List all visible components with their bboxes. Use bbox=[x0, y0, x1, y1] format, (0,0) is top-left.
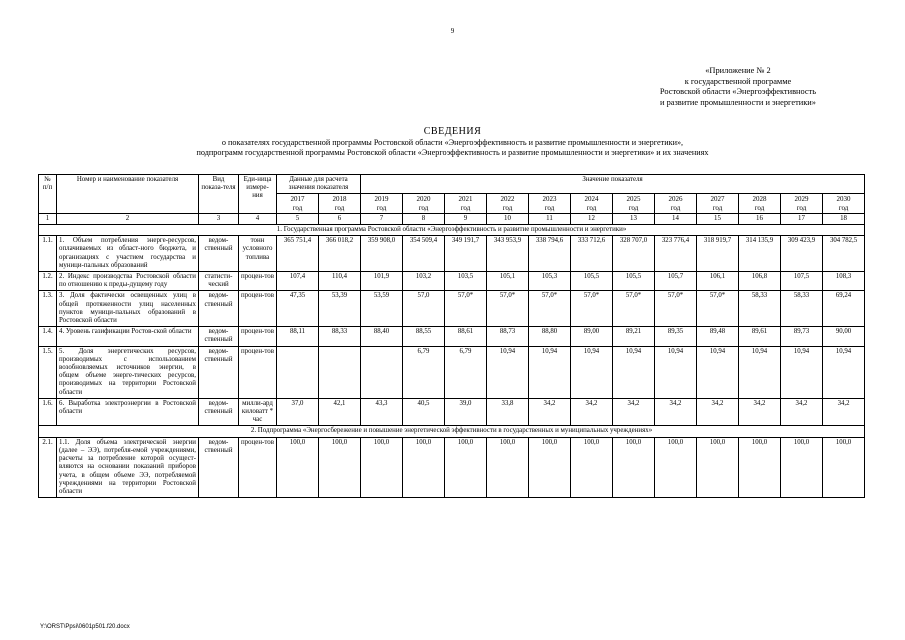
column-number: 12 bbox=[571, 213, 613, 224]
row-number: 1.3. bbox=[39, 291, 57, 327]
table-row bbox=[39, 272, 865, 291]
indicator-value: 34,2 bbox=[571, 398, 613, 426]
indicator-value: 39,0 bbox=[445, 398, 487, 426]
row-number: 1.1. bbox=[39, 236, 57, 272]
table-row bbox=[39, 291, 865, 327]
header-row bbox=[39, 175, 865, 194]
indicator-value: 100,0 bbox=[529, 437, 571, 497]
appendix-line: к государственной программе bbox=[684, 76, 792, 86]
year-value: 2017 bbox=[290, 195, 305, 204]
indicator-value: 100,0 bbox=[781, 437, 823, 497]
indicator-value: 328 707,0 bbox=[613, 236, 655, 272]
indicator-value: 354 509,4 bbox=[403, 236, 445, 272]
section-title: 2. Подпрограмма «Энергосбережение и повышение энергетической эффективности в государственных и муниципальных учреждениях» bbox=[39, 426, 865, 437]
indicator-value: 43,3 bbox=[361, 398, 403, 426]
indicator-value: 107,5 bbox=[781, 272, 823, 291]
indicator-value: 103,5 bbox=[445, 272, 487, 291]
indicator-value: 90,00 bbox=[823, 327, 865, 346]
indicator-type: ведом-ственный bbox=[199, 291, 239, 327]
indicator-value: 37,0 bbox=[277, 398, 319, 426]
year-value: 2027 bbox=[710, 195, 725, 204]
year-header bbox=[529, 194, 571, 213]
indicator-name: 1. Объем потребления энерге-ресурсов, оплачиваемых из област-ного бюджета, и организациях с участием государства и муници-пальных образований bbox=[57, 236, 199, 272]
indicator-value: 57,0* bbox=[613, 291, 655, 327]
indicator-value: 10,94 bbox=[613, 346, 655, 398]
indicator-value: 53,39 bbox=[319, 291, 361, 327]
year-header bbox=[739, 194, 781, 213]
indicator-value: 57,0* bbox=[655, 291, 697, 327]
column-number: 3 bbox=[199, 213, 239, 224]
indicator-value: 314 135,9 bbox=[739, 236, 781, 272]
table-row bbox=[39, 327, 865, 346]
appendix-line: «Приложение № 2 bbox=[705, 66, 771, 75]
year-suffix: год bbox=[712, 203, 723, 212]
year-header bbox=[445, 194, 487, 213]
column-number: 5 bbox=[277, 213, 319, 224]
heading-line: о показателях государственной программы Ростовской области «Энергоэффективность и развитие промышленности и энергетики», bbox=[221, 138, 684, 147]
appendix-note bbox=[623, 66, 853, 108]
row-number: 1.4. bbox=[39, 327, 57, 346]
year-suffix: год bbox=[628, 203, 639, 212]
header-name: Номер и наименование показателя bbox=[57, 175, 199, 214]
year-header bbox=[277, 194, 319, 213]
indicator-value: 88,11 bbox=[277, 327, 319, 346]
year-header bbox=[319, 194, 361, 213]
header-type: Вид показа-теля bbox=[199, 175, 239, 214]
row-number: 2.1. bbox=[39, 437, 57, 497]
year-suffix: год bbox=[334, 203, 345, 212]
year-value: 2026 bbox=[668, 195, 683, 204]
section-title: 1. Государственная программа Ростовской области «Энергоэффективность и развитие промышленности и энергетики» bbox=[39, 225, 865, 236]
year-value: 2021 bbox=[458, 195, 473, 204]
indicator-value: 309 423,9 bbox=[781, 236, 823, 272]
indicator-value: 100,0 bbox=[613, 437, 655, 497]
section-row bbox=[39, 426, 865, 437]
indicator-value: 323 776,4 bbox=[655, 236, 697, 272]
indicator-name: 6. Выработка электроэнергии в Ростовской области bbox=[57, 398, 199, 426]
indicator-value: 34,2 bbox=[655, 398, 697, 426]
indicator-value: 40,5 bbox=[403, 398, 445, 426]
indicators-table bbox=[38, 174, 865, 498]
column-number: 1 bbox=[39, 213, 57, 224]
year-value: 2019 bbox=[374, 195, 389, 204]
column-number: 10 bbox=[487, 213, 529, 224]
indicator-value: 100,0 bbox=[823, 437, 865, 497]
year-value: 2028 bbox=[752, 195, 767, 204]
column-number: 15 bbox=[697, 213, 739, 224]
header-calc-data: Данные для расчета значения показателя bbox=[277, 175, 361, 194]
year-header bbox=[823, 194, 865, 213]
page-number: 9 bbox=[450, 27, 455, 35]
indicator-value: 100,0 bbox=[445, 437, 487, 497]
indicator-value: 338 794,6 bbox=[529, 236, 571, 272]
indicator-value: 10,94 bbox=[739, 346, 781, 398]
indicator-unit: тонн условного топлива bbox=[239, 236, 277, 272]
indicator-type: статисти-ческий bbox=[199, 272, 239, 291]
header-no: № п/п bbox=[39, 175, 57, 214]
year-value: 2030 bbox=[836, 195, 851, 204]
indicator-value: 100,0 bbox=[361, 437, 403, 497]
indicator-value: 88,33 bbox=[319, 327, 361, 346]
indicator-type: ведом-ственный bbox=[199, 437, 239, 497]
indicator-value: 105,5 bbox=[571, 272, 613, 291]
indicator-value: 106,8 bbox=[739, 272, 781, 291]
indicator-value: 57,0* bbox=[487, 291, 529, 327]
indicator-value: 10,94 bbox=[487, 346, 529, 398]
indicator-value: 105,3 bbox=[529, 272, 571, 291]
row-number: 1.6. bbox=[39, 398, 57, 426]
year-suffix: год bbox=[838, 203, 849, 212]
indicator-value: 100,0 bbox=[655, 437, 697, 497]
indicator-value: 318 919,7 bbox=[697, 236, 739, 272]
year-value: 2018 bbox=[332, 195, 347, 204]
year-header bbox=[403, 194, 445, 213]
indicator-value: 33,8 bbox=[487, 398, 529, 426]
indicator-value: 88,73 bbox=[487, 327, 529, 346]
appendix-line: и развитие промышленности и энергетики» bbox=[660, 97, 816, 107]
column-number: 18 bbox=[823, 213, 865, 224]
indicator-value: 88,80 bbox=[529, 327, 571, 346]
indicator-value: 88,40 bbox=[361, 327, 403, 346]
year-suffix: год bbox=[460, 203, 471, 212]
column-number: 17 bbox=[781, 213, 823, 224]
indicator-value bbox=[361, 346, 403, 398]
indicator-value: 101,9 bbox=[361, 272, 403, 291]
year-value: 2023 bbox=[542, 195, 557, 204]
column-number: 4 bbox=[239, 213, 277, 224]
column-number: 9 bbox=[445, 213, 487, 224]
indicator-value: 57,0 bbox=[403, 291, 445, 327]
indicator-value: 34,2 bbox=[823, 398, 865, 426]
indicator-value: 105,5 bbox=[613, 272, 655, 291]
indicator-value: 105,1 bbox=[487, 272, 529, 291]
indicator-value: 89,00 bbox=[571, 327, 613, 346]
indicator-value: 10,94 bbox=[529, 346, 571, 398]
indicator-value: 106,1 bbox=[697, 272, 739, 291]
indicator-value: 53,59 bbox=[361, 291, 403, 327]
column-number: 6 bbox=[319, 213, 361, 224]
indicator-value: 343 953,9 bbox=[487, 236, 529, 272]
indicator-value: 34,2 bbox=[697, 398, 739, 426]
document-heading bbox=[0, 126, 905, 158]
indicator-name: 1.1. Доля объема электрической энергии (далее – ЭЭ), потребля-емой учреждениями, расчеты за потребление которой осущест-вляются на основании показаний приборов учета, в общем объеме ЭЭ, потребляемой учреждениями на территории Ростовской области bbox=[57, 437, 199, 497]
indicator-value: 57,0* bbox=[697, 291, 739, 327]
indicator-value: 34,2 bbox=[529, 398, 571, 426]
year-value: 2025 bbox=[626, 195, 641, 204]
year-value: 2022 bbox=[500, 195, 515, 204]
indicator-name: 4. Уровень газификации Ростов-ской области bbox=[57, 327, 199, 346]
indicator-value: 47,35 bbox=[277, 291, 319, 327]
indicator-value: 100,0 bbox=[319, 437, 361, 497]
header-unit: Еди-ница измере-ния bbox=[239, 175, 277, 214]
indicator-type: ведом-ственный bbox=[199, 327, 239, 346]
indicator-name: 3. Доля фактически освещенных улиц в общей протяженности улиц населенных пунктов муници-пальных образований в Ростовской области bbox=[57, 291, 199, 327]
indicator-value: 57,0* bbox=[445, 291, 487, 327]
indicator-value: 100,0 bbox=[697, 437, 739, 497]
indicator-value: 10,94 bbox=[823, 346, 865, 398]
indicator-unit: процен-тов bbox=[239, 272, 277, 291]
column-number: 11 bbox=[529, 213, 571, 224]
indicator-value: 107,4 bbox=[277, 272, 319, 291]
year-suffix: год bbox=[292, 203, 303, 212]
indicator-unit: процен-тов bbox=[239, 327, 277, 346]
indicator-value: 110,4 bbox=[319, 272, 361, 291]
indicator-value: 100,0 bbox=[739, 437, 781, 497]
indicator-value: 89,73 bbox=[781, 327, 823, 346]
year-header bbox=[655, 194, 697, 213]
year-header bbox=[697, 194, 739, 213]
year-header bbox=[781, 194, 823, 213]
row-number: 1.5. bbox=[39, 346, 57, 398]
indicator-value: 10,94 bbox=[655, 346, 697, 398]
indicator-value: 58,33 bbox=[739, 291, 781, 327]
table-row bbox=[39, 437, 865, 497]
year-suffix: год bbox=[376, 203, 387, 212]
indicator-value: 108,3 bbox=[823, 272, 865, 291]
indicator-value: 359 908,0 bbox=[361, 236, 403, 272]
indicator-value: 89,61 bbox=[739, 327, 781, 346]
column-number: 13 bbox=[613, 213, 655, 224]
indicator-value: 333 712,6 bbox=[571, 236, 613, 272]
year-header bbox=[613, 194, 655, 213]
indicator-value: 10,94 bbox=[697, 346, 739, 398]
column-number: 16 bbox=[739, 213, 781, 224]
indicator-value: 100,0 bbox=[403, 437, 445, 497]
indicator-value: 304 782,5 bbox=[823, 236, 865, 272]
indicator-value: 57,0* bbox=[529, 291, 571, 327]
indicator-value: 105,7 bbox=[655, 272, 697, 291]
year-suffix: год bbox=[586, 203, 597, 212]
indicator-value: 89,21 bbox=[613, 327, 655, 346]
year-suffix: год bbox=[418, 203, 429, 212]
indicator-value: 69,24 bbox=[823, 291, 865, 327]
indicator-value: 88,61 bbox=[445, 327, 487, 346]
column-number: 2 bbox=[57, 213, 199, 224]
indicator-unit: милли-ард киловатт * час bbox=[239, 398, 277, 426]
indicator-unit: процен-тов bbox=[239, 437, 277, 497]
indicator-value bbox=[319, 346, 361, 398]
indicator-value: 10,94 bbox=[781, 346, 823, 398]
table-row bbox=[39, 236, 865, 272]
year-suffix: год bbox=[670, 203, 681, 212]
column-number: 8 bbox=[403, 213, 445, 224]
year-header bbox=[571, 194, 613, 213]
indicator-value: 100,0 bbox=[487, 437, 529, 497]
column-number: 14 bbox=[655, 213, 697, 224]
indicator-value: 103,2 bbox=[403, 272, 445, 291]
indicator-value: 100,0 bbox=[277, 437, 319, 497]
indicator-type: ведом-ственный bbox=[199, 236, 239, 272]
year-value: 2024 bbox=[584, 195, 599, 204]
indicator-type: ведом-ственный bbox=[199, 398, 239, 426]
indicator-value: 58,33 bbox=[781, 291, 823, 327]
indicator-value: 34,2 bbox=[739, 398, 781, 426]
indicator-unit: процен-тов bbox=[239, 291, 277, 327]
year-value: 2020 bbox=[416, 195, 431, 204]
indicator-value: 57,0* bbox=[571, 291, 613, 327]
indicator-value: 42,1 bbox=[319, 398, 361, 426]
row-number: 1.2. bbox=[39, 272, 57, 291]
table-body bbox=[39, 175, 865, 498]
table-row bbox=[39, 398, 865, 426]
table-row bbox=[39, 346, 865, 398]
file-path-footer: Y:\ORST\Ppsi\0601p501.f20.docx bbox=[40, 624, 130, 630]
indicator-value: 6,79 bbox=[445, 346, 487, 398]
year-suffix: год bbox=[502, 203, 513, 212]
indicator-unit: процен-тов bbox=[239, 346, 277, 398]
column-number-row bbox=[39, 213, 865, 224]
indicator-value: 88,55 bbox=[403, 327, 445, 346]
header-values: Значение показателя bbox=[361, 175, 865, 194]
indicator-value: 365 751,4 bbox=[277, 236, 319, 272]
year-suffix: год bbox=[796, 203, 807, 212]
year-header bbox=[487, 194, 529, 213]
indicator-value: 34,2 bbox=[613, 398, 655, 426]
indicator-value bbox=[277, 346, 319, 398]
year-suffix: год bbox=[544, 203, 555, 212]
indicator-value: 10,94 bbox=[571, 346, 613, 398]
indicator-type: ведом-ственный bbox=[199, 346, 239, 398]
indicator-value: 349 191,7 bbox=[445, 236, 487, 272]
indicator-value: 34,2 bbox=[781, 398, 823, 426]
year-suffix: год bbox=[754, 203, 765, 212]
column-number: 7 bbox=[361, 213, 403, 224]
document-title: СВЕДЕНИЯ bbox=[423, 126, 482, 137]
year-value: 2029 bbox=[794, 195, 809, 204]
indicator-value: 366 018,2 bbox=[319, 236, 361, 272]
indicator-value: 6,79 bbox=[403, 346, 445, 398]
section-row bbox=[39, 225, 865, 236]
year-header bbox=[361, 194, 403, 213]
appendix-line: Ростовской области «Энергоэффективность bbox=[659, 87, 817, 96]
indicator-name: 2. Индекс производства Ростовской области по отношению к преды-дущему году bbox=[57, 272, 199, 291]
indicator-value: 89,48 bbox=[697, 327, 739, 346]
indicator-name: 5. Доля энергетических ресурсов, производимых с использованием возобновляемых источников энергии, в общем объеме энерге-тических ресурсов, производимых на территории Ростовской области bbox=[57, 346, 199, 398]
indicator-value: 89,35 bbox=[655, 327, 697, 346]
heading-line: подпрограмм государственной программы Ростовской области «Энергоэффективность и развитие промышленности и энергетики» и их значениях bbox=[196, 148, 709, 157]
indicator-value: 100,0 bbox=[571, 437, 613, 497]
